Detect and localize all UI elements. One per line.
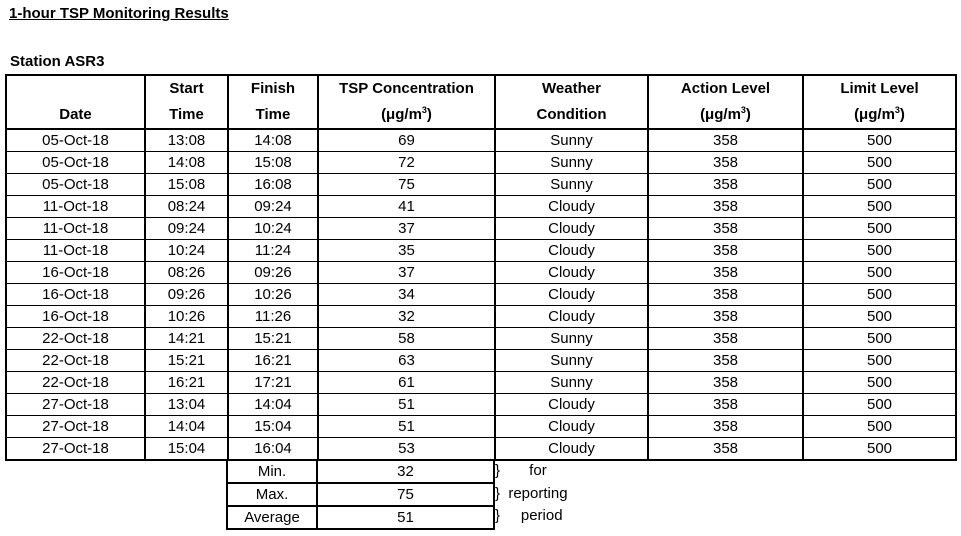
cell-limit-level: 500 xyxy=(803,218,956,240)
cell-start-time: 10:26 xyxy=(145,306,228,328)
table-header-row xyxy=(6,75,956,129)
cell-action-level: 358 xyxy=(648,129,803,152)
cell-finish-time: 09:24 xyxy=(228,196,318,218)
cell-action-level: 358 xyxy=(648,196,803,218)
table-row xyxy=(6,394,956,416)
cell-limit-level: 500 xyxy=(803,240,956,262)
cell-finish-time: 10:26 xyxy=(228,284,318,306)
cell-date: 05-Oct-18 xyxy=(6,152,145,174)
table-row xyxy=(6,218,956,240)
cell-finish-time: 10:24 xyxy=(228,218,318,240)
table-row xyxy=(6,438,956,461)
cell-start-time: 10:24 xyxy=(145,240,228,262)
table-row xyxy=(6,262,956,284)
cell-action-level: 358 xyxy=(648,438,803,461)
summary-label: Average xyxy=(227,506,317,529)
cell-action-level: 358 xyxy=(648,262,803,284)
cell-limit-level: 500 xyxy=(803,306,956,328)
cell-limit-level: 500 xyxy=(803,328,956,350)
cell-start-time: 09:24 xyxy=(145,218,228,240)
cell-weather: Sunny xyxy=(495,350,648,372)
cell-date: 05-Oct-18 xyxy=(6,129,145,152)
cell-start-time: 08:24 xyxy=(145,196,228,218)
cell-finish-time: 14:08 xyxy=(228,129,318,152)
cell-action-level: 358 xyxy=(648,416,803,438)
table-row xyxy=(6,306,956,328)
cell-action-level: 358 xyxy=(648,350,803,372)
cell-finish-time: 11:24 xyxy=(228,240,318,262)
header-action-level: Action Level $(\mu g/m^3)$ xyxy=(648,75,803,129)
summary-value: 75 xyxy=(317,483,494,506)
cell-tsp-concentration: 69 xyxy=(318,129,495,152)
table-body xyxy=(6,129,956,460)
summary-note-period: } period xyxy=(495,507,563,524)
cell-limit-level: 500 xyxy=(803,438,956,461)
cell-finish-time: 15:04 xyxy=(228,416,318,438)
cell-finish-time: 16:08 xyxy=(228,174,318,196)
summary-row-min xyxy=(227,460,494,483)
cell-tsp-concentration: 32 xyxy=(318,306,495,328)
summary-note-for: } for xyxy=(495,462,547,479)
cell-action-level: 358 xyxy=(648,284,803,306)
summary-table xyxy=(226,459,495,530)
cell-weather: Sunny xyxy=(495,152,648,174)
cell-start-time: 13:04 xyxy=(145,394,228,416)
cell-tsp-concentration: 41 xyxy=(318,196,495,218)
cell-tsp-concentration: 72 xyxy=(318,152,495,174)
cell-weather: Cloudy xyxy=(495,262,648,284)
cell-finish-time: 16:21 xyxy=(228,350,318,372)
cell-finish-time: 17:21 xyxy=(228,372,318,394)
table-row xyxy=(6,174,956,196)
header-limit-level: Limit Level $(\mu g/m^3)$ xyxy=(803,75,956,129)
cell-date: 22-Oct-18 xyxy=(6,328,145,350)
header-date: Date xyxy=(6,75,145,129)
cell-date: 27-Oct-18 xyxy=(6,394,145,416)
cell-date: 16-Oct-18 xyxy=(6,284,145,306)
summary-value: 51 xyxy=(317,506,494,529)
cell-tsp-concentration: 58 xyxy=(318,328,495,350)
table-row xyxy=(6,152,956,174)
table-row xyxy=(6,328,956,350)
cell-weather: Cloudy xyxy=(495,394,648,416)
cell-start-time: 15:04 xyxy=(145,438,228,461)
table-row xyxy=(6,196,956,218)
cell-weather: Cloudy xyxy=(495,438,648,461)
cell-date: 11-Oct-18 xyxy=(6,240,145,262)
cell-limit-level: 500 xyxy=(803,262,956,284)
cell-start-time: 08:26 xyxy=(145,262,228,284)
cell-limit-level: 500 xyxy=(803,174,956,196)
cell-weather: Cloudy xyxy=(495,284,648,306)
station-label: Station ASR3 xyxy=(10,53,105,70)
cell-tsp-concentration: 34 xyxy=(318,284,495,306)
summary-value: 32 xyxy=(317,460,494,483)
cell-action-level: 358 xyxy=(648,306,803,328)
summary-label: Min. xyxy=(227,460,317,483)
cell-date: 22-Oct-18 xyxy=(6,372,145,394)
cell-start-time: 16:21 xyxy=(145,372,228,394)
cell-tsp-concentration: 63 xyxy=(318,350,495,372)
cell-finish-time: 15:08 xyxy=(228,152,318,174)
summary-row-max xyxy=(227,483,494,506)
table-row xyxy=(6,372,956,394)
cell-limit-level: 500 xyxy=(803,196,956,218)
table-row xyxy=(6,240,956,262)
cell-finish-time: 11:26 xyxy=(228,306,318,328)
cell-date: 22-Oct-18 xyxy=(6,350,145,372)
cell-weather: Sunny xyxy=(495,372,648,394)
cell-weather: Sunny xyxy=(495,129,648,152)
header-finish-time: Finish Time xyxy=(228,75,318,129)
cell-action-level: 358 xyxy=(648,328,803,350)
cell-tsp-concentration: 75 xyxy=(318,174,495,196)
cell-date: 05-Oct-18 xyxy=(6,174,145,196)
cell-weather: Cloudy xyxy=(495,416,648,438)
cell-limit-level: 500 xyxy=(803,152,956,174)
header-tsp-concentration: TSP Concentration $(\mu g/m^3)$ xyxy=(318,75,495,129)
cell-start-time: 14:21 xyxy=(145,328,228,350)
cell-action-level: 358 xyxy=(648,394,803,416)
table-row xyxy=(6,416,956,438)
cell-date: 16-Oct-18 xyxy=(6,306,145,328)
cell-date: 27-Oct-18 xyxy=(6,416,145,438)
table-row xyxy=(6,284,956,306)
header-start-time: Start Time xyxy=(145,75,228,129)
cell-limit-level: 500 xyxy=(803,129,956,152)
cell-finish-time: 15:21 xyxy=(228,328,318,350)
cell-action-level: 358 xyxy=(648,240,803,262)
cell-start-time: 15:21 xyxy=(145,350,228,372)
cell-weather: Sunny xyxy=(495,174,648,196)
cell-date: 11-Oct-18 xyxy=(6,218,145,240)
summary-label: Max. xyxy=(227,483,317,506)
cell-start-time: 14:04 xyxy=(145,416,228,438)
cell-start-time: 13:08 xyxy=(145,129,228,152)
cell-finish-time: 16:04 xyxy=(228,438,318,461)
cell-tsp-concentration: 51 xyxy=(318,394,495,416)
cell-date: 11-Oct-18 xyxy=(6,196,145,218)
cell-finish-time: 09:26 xyxy=(228,262,318,284)
cell-action-level: 358 xyxy=(648,372,803,394)
summary-row-average xyxy=(227,506,494,529)
cell-start-time: 15:08 xyxy=(145,174,228,196)
cell-weather: Cloudy xyxy=(495,196,648,218)
cell-action-level: 358 xyxy=(648,174,803,196)
cell-weather: Sunny xyxy=(495,328,648,350)
cell-date: 27-Oct-18 xyxy=(6,438,145,461)
cell-limit-level: 500 xyxy=(803,284,956,306)
cell-weather: Cloudy xyxy=(495,240,648,262)
cell-date: 16-Oct-18 xyxy=(6,262,145,284)
cell-limit-level: 500 xyxy=(803,416,956,438)
header-weather-condition: Weather Condition xyxy=(495,75,648,129)
cell-tsp-concentration: 51 xyxy=(318,416,495,438)
table-row xyxy=(6,350,956,372)
document-title: 1-hour TSP Monitoring Results xyxy=(9,5,229,22)
table-row xyxy=(6,129,956,152)
cell-tsp-concentration: 35 xyxy=(318,240,495,262)
cell-weather: Cloudy xyxy=(495,306,648,328)
cell-finish-time: 14:04 xyxy=(228,394,318,416)
cell-tsp-concentration: 61 xyxy=(318,372,495,394)
summary-note-reporting: } reporting xyxy=(495,485,568,502)
cell-action-level: 358 xyxy=(648,152,803,174)
cell-start-time: 09:26 xyxy=(145,284,228,306)
cell-tsp-concentration: 37 xyxy=(318,262,495,284)
cell-tsp-concentration: 53 xyxy=(318,438,495,461)
cell-action-level: 358 xyxy=(648,218,803,240)
cell-tsp-concentration: 37 xyxy=(318,218,495,240)
cell-limit-level: 500 xyxy=(803,350,956,372)
cell-limit-level: 500 xyxy=(803,394,956,416)
cell-weather: Cloudy xyxy=(495,218,648,240)
cell-limit-level: 500 xyxy=(803,372,956,394)
monitoring-results-table xyxy=(5,74,957,461)
cell-start-time: 14:08 xyxy=(145,152,228,174)
